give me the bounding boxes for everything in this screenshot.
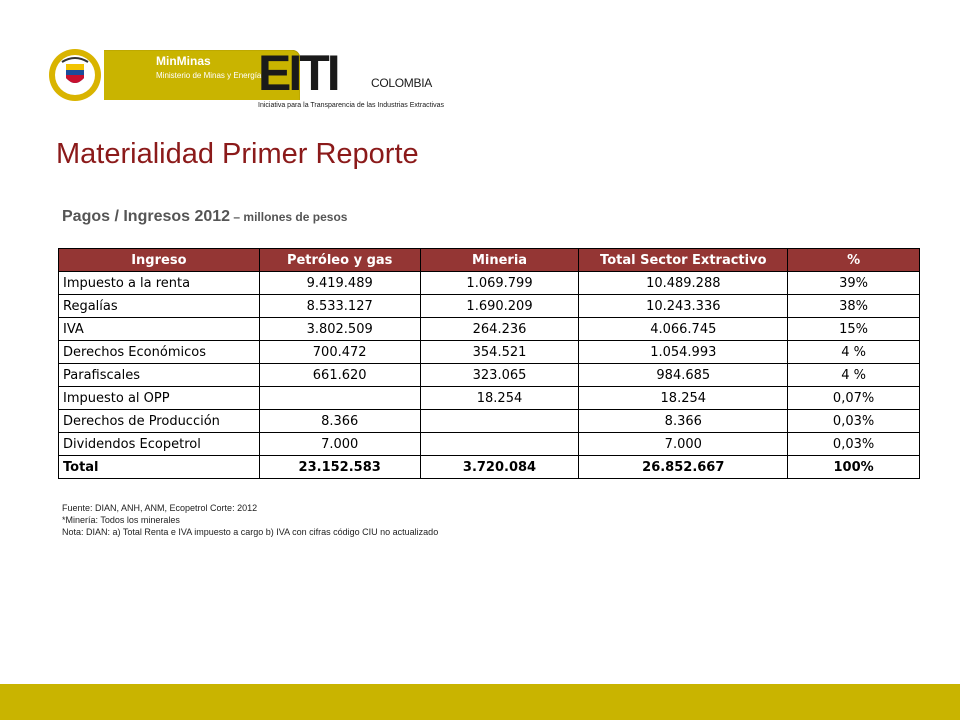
page-title: Materialidad Primer Reporte: [56, 138, 419, 170]
cell-total: 7.000: [579, 433, 788, 456]
cell-total: 8.366: [579, 410, 788, 433]
cell-mineria: 1.069.799: [420, 272, 579, 295]
header-cell: %: [788, 249, 920, 272]
table-row: [59, 272, 920, 295]
eiti-wordmark: EITI: [258, 45, 338, 101]
cell-percent: 4 %: [788, 364, 920, 387]
ministry-subtitle: Ministerio de Minas y Energía: [156, 71, 262, 80]
cell-total: 10.243.336: [579, 295, 788, 318]
footnote-nota: Nota: DIAN: a) Total Renta e IVA impuesto a cargo b) IVA con cifras código CIU no actualizado: [62, 527, 439, 537]
cell-mineria: 354.521: [420, 341, 579, 364]
cell-petroleo: 3.802.509: [259, 318, 420, 341]
total-sector: 26.852.667: [579, 456, 788, 479]
cell-petroleo: 661.620: [259, 364, 420, 387]
subtitle-suffix: – millones de pesos: [230, 210, 348, 224]
footnotes: [62, 502, 438, 538]
table-row: [59, 364, 920, 387]
cell-percent: 4 %: [788, 341, 920, 364]
header-cell: Total Sector Extractivo: [579, 249, 788, 272]
header-cell: Petróleo y gas: [259, 249, 420, 272]
table-row: [59, 387, 920, 410]
eiti-country: COLOMBIA: [371, 76, 432, 90]
row-label: Impuesto a la renta: [59, 272, 260, 295]
row-label: Regalías: [59, 295, 260, 318]
table-total-row: [59, 456, 920, 479]
cell-petroleo: 7.000: [259, 433, 420, 456]
cell-percent: 0,07%: [788, 387, 920, 410]
total-petroleo: 23.152.583: [259, 456, 420, 479]
payments-table: [58, 248, 920, 479]
total-percent: 100%: [788, 456, 920, 479]
total-mineria: 3.720.084: [420, 456, 579, 479]
cell-total: 18.254: [579, 387, 788, 410]
row-label: Impuesto al OPP: [59, 387, 260, 410]
cell-petroleo: 9.419.489: [259, 272, 420, 295]
footer-bar: [0, 684, 960, 720]
table-row: [59, 295, 920, 318]
header-cell: Mineria: [420, 249, 579, 272]
footnote-source: Fuente: DIAN, ANH, ANM, Ecopetrol Corte: 2012: [62, 503, 258, 513]
table-header-row: [59, 249, 920, 272]
cell-percent: 0,03%: [788, 410, 920, 433]
cell-mineria: 323.065: [420, 364, 579, 387]
cell-mineria: [420, 433, 579, 456]
cell-total: 984.685: [579, 364, 788, 387]
header-logos: [48, 40, 448, 110]
eiti-tagline: Iniciativa para la Transparencia de las Industrias Extractivas: [258, 102, 444, 109]
cell-percent: 38%: [788, 295, 920, 318]
table-row: [59, 318, 920, 341]
row-label: Dividendos Ecopetrol: [59, 433, 260, 456]
cell-mineria: [420, 410, 579, 433]
row-label: Parafiscales: [59, 364, 260, 387]
cell-total: 10.489.288: [579, 272, 788, 295]
cell-percent: 15%: [788, 318, 920, 341]
ministry-name: MinMinas: [156, 54, 211, 68]
cell-mineria: 1.690.209: [420, 295, 579, 318]
cell-percent: 39%: [788, 272, 920, 295]
cell-petroleo: 8.533.127: [259, 295, 420, 318]
header-cell: Ingreso: [59, 249, 260, 272]
colombia-seal-icon: [48, 48, 102, 102]
cell-petroleo: [259, 387, 420, 410]
table-row: [59, 410, 920, 433]
table-row: [59, 341, 920, 364]
cell-total: 1.054.993: [579, 341, 788, 364]
table-subtitle: [62, 208, 347, 226]
total-label: Total: [59, 456, 260, 479]
row-label: IVA: [59, 318, 260, 341]
row-label: Derechos de Producción: [59, 410, 260, 433]
cell-petroleo: 700.472: [259, 341, 420, 364]
footnote-mineria: *Minería: Todos los minerales: [62, 515, 180, 525]
cell-mineria: 264.236: [420, 318, 579, 341]
cell-percent: 0,03%: [788, 433, 920, 456]
subtitle-main: Pagos / Ingresos 2012: [62, 208, 231, 225]
row-label: Derechos Económicos: [59, 341, 260, 364]
cell-total: 4.066.745: [579, 318, 788, 341]
table-row: [59, 433, 920, 456]
cell-mineria: 18.254: [420, 387, 579, 410]
eiti-logo: [258, 45, 448, 109]
cell-petroleo: 8.366: [259, 410, 420, 433]
